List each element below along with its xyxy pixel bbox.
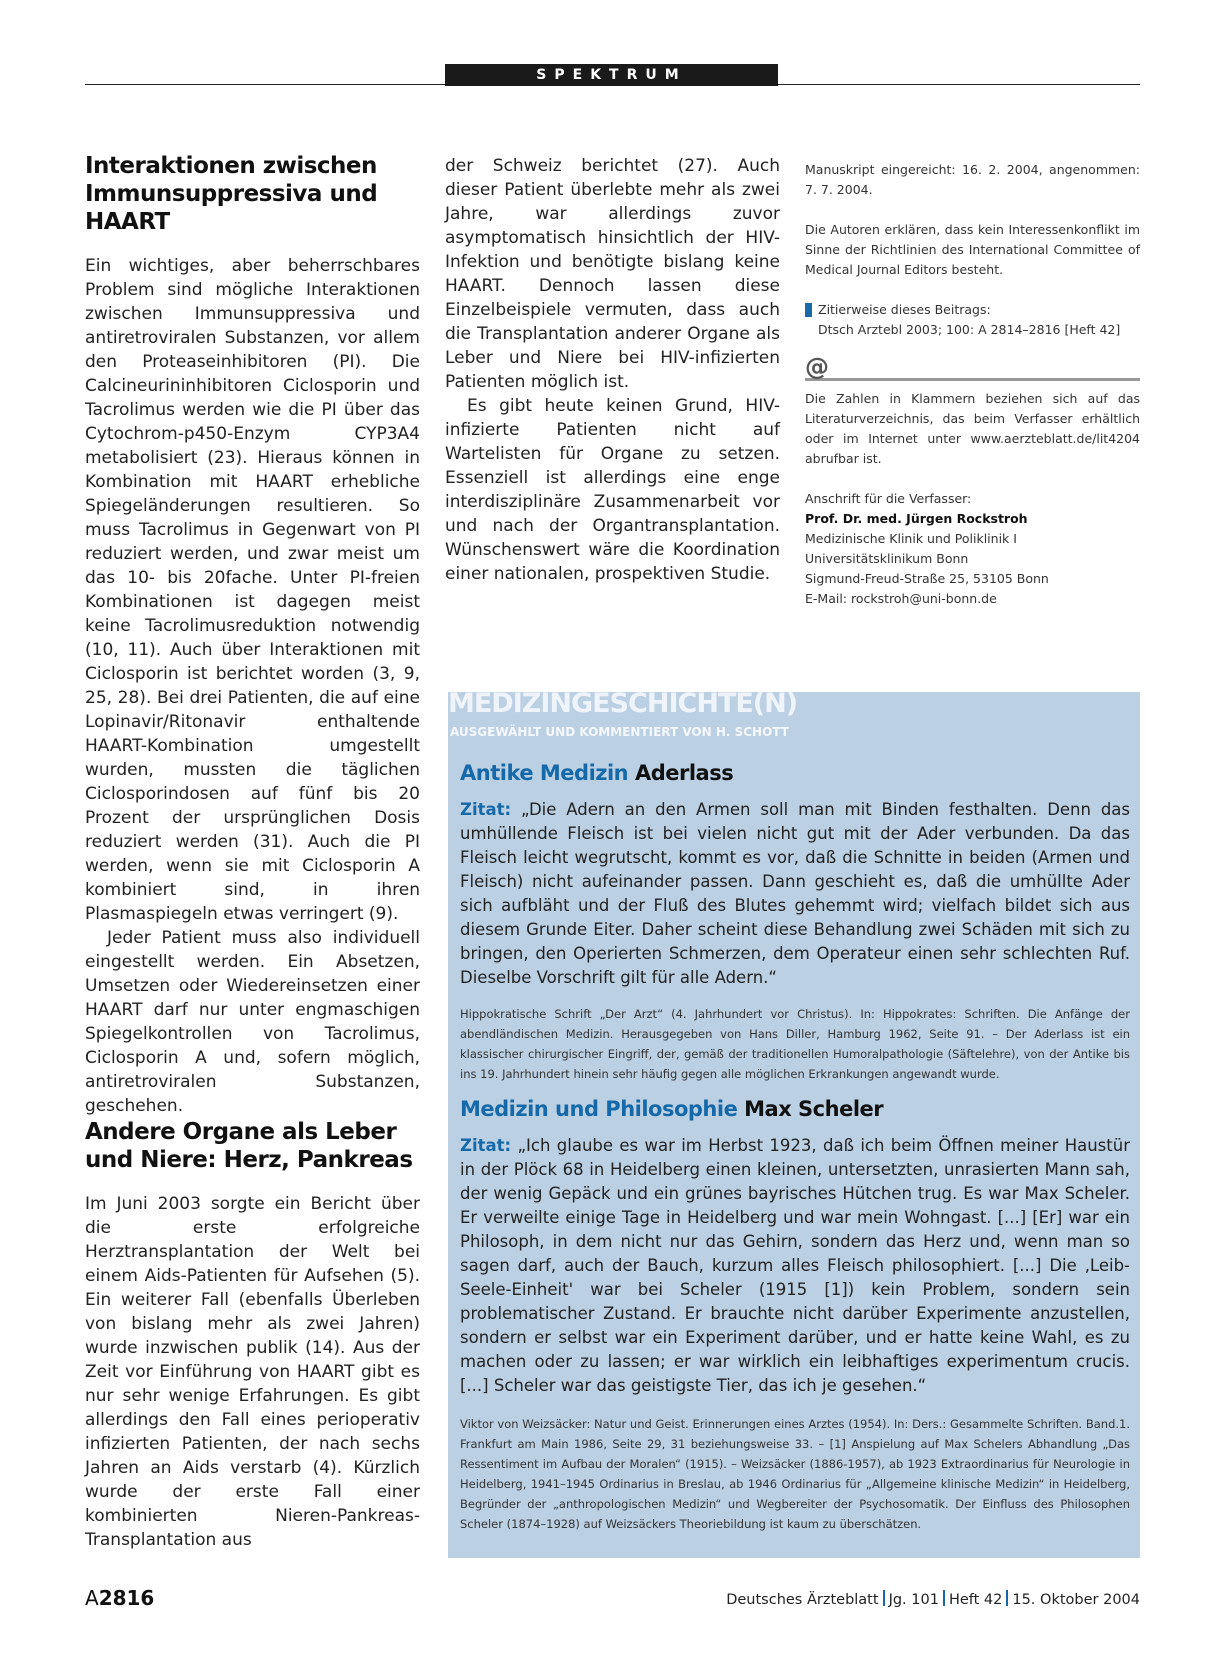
box-title: MEDIZINGESCHICHTE(N) xyxy=(448,688,798,719)
journal-issue: Heft 42 xyxy=(948,1592,1003,1608)
separator xyxy=(1006,1590,1008,1606)
item-heading xyxy=(460,760,1130,786)
item-topic: Max Scheler xyxy=(744,1097,884,1121)
separator xyxy=(883,1590,885,1606)
page-prefix: A xyxy=(85,1586,99,1610)
item-quote xyxy=(460,798,1130,990)
page-number xyxy=(85,1586,154,1610)
history-item-2 xyxy=(460,1096,1130,1534)
history-item-1 xyxy=(460,760,1130,1084)
heading-andere-organe: Andere Organe als Leber und Niere: Herz, Pankreas xyxy=(85,1119,413,1173)
paragraph: Im Juni 2003 sorgte ein Bericht über die erste erfolgreiche Herztransplantation der Welt bei einem Aids-Patienten für Aufsehen (5). Ein weiterer Fall (ebenfalls Überleben von bislang mehr als zwei Jahren) wurde inzwischen publik (14). Aus der Zeit vor Einführung von HAART gibt es nur sehr wenige Erfahrungen. Es gibt allerdings den Fall eines perioperativ infizierten Patienten, der nach sechs Jahren an Aids verstarb (4). Kürzlich wurde der erste Fall einer kombinierten Nieren-Pankreas-Transplantation aus xyxy=(85,1194,420,1550)
item-source: Viktor von Weizsäcker: Natur und Geist. Erinnerungen eines Arztes (1954). In: Ders.: Gesammelte Schriften. Band.1. Frankfurt am Main 1986, Seite 29, 31 beziehungsweise 33. – [1] Anspielung auf Max Schelers Abhandlung „Das Ressentiment im Aufbau der Moralen“ (1915). – Weizsäcker (1886-1957), ab 1923 Extraordinarius für Neurologie in Heidelberg, 1941–1945 Ordinarius in Breslau, ab 1946 Ordinarius für „Allgemeine klinische Medizin“ in Heidelberg, Begründer der „anthropologischen Medizin“ und Wegbereiter der Psychosomatik. Der Einfluss des Philosophen Scheler (1874–1928) auf Weizsäckers Theoriebildung ist kaum zu überschätzen. xyxy=(460,1417,1130,1531)
internet-rule xyxy=(805,353,1140,381)
citation-label: Zitierweise dieses Beitrags: xyxy=(818,302,991,317)
journal-info xyxy=(726,1590,1140,1608)
box-subtitle: AUSGEWÄHLT UND KOMMENTIERT VON H. SCHOTT xyxy=(450,725,789,739)
item-topic: Aderlass xyxy=(634,761,734,785)
item-category: Antike Medizin xyxy=(460,761,629,785)
address-label: Anschrift für die Verfasser: xyxy=(805,491,972,506)
paragraph: Es gibt heute keinen Grund, HIV-infizierte Patienten nicht auf Wartelisten für Organe zu setzen. Essenziell ist allerdings eine enge interdisziplinäre Zusammenarbeit vor und nach der Organtransplantation. Wünschenswert wäre die Koordination einer nationalen, prospektiven Studie. xyxy=(445,396,780,584)
zitat-label: Zitat: xyxy=(460,1136,512,1155)
page-number-value: 2816 xyxy=(98,1586,155,1610)
journal-volume: Jg. 101 xyxy=(888,1592,939,1608)
item-heading xyxy=(460,1096,1130,1122)
section-label: SPEKTRUM xyxy=(445,64,778,86)
citation-reference: Dtsch Arztebl 2003; 100: A 2814–2816 [Heft 42] xyxy=(818,322,1121,337)
column-3-meta xyxy=(805,160,1140,609)
address-line: Medizinische Klinik und Poliklinik I xyxy=(805,531,1017,546)
manuscript-dates: Manuskript eingereicht: 16. 2. 2004, angenommen: 7. 7. 2004. xyxy=(805,162,1140,197)
paragraph: Jeder Patient muss also individuell eingestellt werden. Ein Absetzen, Umsetzen oder Wiedereinsetzen einer HAART darf nur unter engmaschigen Spiegelkontrollen von Tacrolimus, Ciclosporin A und, sofern möglich, antiretroviralen Substanzen, geschehen. xyxy=(85,928,420,1116)
citation-block xyxy=(805,300,1140,340)
address-line: Sigmund-Freud-Straße 25, 53105 Bonn xyxy=(805,571,1049,586)
journal-name: Deutsches Ärzteblatt xyxy=(726,1592,879,1608)
item-source: Hippokratische Schrift „Der Arzt“ (4. Jahrhundert vor Christus). In: Hippokrates: Schriften. Die Anfänge der abendländischen Medizin. Herausgegeben von Hans Diller, Hamburg 1962, Seite 91. – Der Aderlass ist ein klassischer chirurgischer Eingriff, der, gemäß der traditionellen Humoralpathologie (Säftelehre), von der Antike bis ins 19. Jahrhundert hinein sehr häufig gegen alle möglichen Erkrankungen angewandt wurde. xyxy=(460,1007,1130,1081)
quote-text: „Ich glaube es war im Herbst 1923, daß ich beim Öffnen meiner Haustür in der Plöck 68 in Heidelberg einen kleinen, untersetzten, unrasierten Mann sah, der wenig Gepäck und ein grünes bayrisches Hütchen trug. Es war Max Scheler. Er verweilte einige Tage in Heidelberg und war mein Wohngast. [...] [Er] war ein Philosoph, in dem nicht nur das Gehirn, sondern das Herz und, wenn man so sagen darf, auch der Bauch, kurzum alles Fleisch philosophiert. [...] Die ‚Leib-Seele-Einheit' war bei Scheler (1915 [1]) kein Problem, sondern sein problematischer Zustand. Er brauchte nicht darüber Experimente anzustellen, sondern er selbst war ein Experiment darüber, und er hatte keine Wahl, es zu machen oder zu lassen; er war wirklich ein leibhaftiges experimentum crucis. [...] Scheler war das geistigste Tier, das ich je gesehen.“ xyxy=(460,1136,1130,1395)
item-category: Medizin und Philosophie xyxy=(460,1097,738,1121)
zitat-label: Zitat: xyxy=(460,800,512,819)
author-email: E-Mail: rockstroh@uni-bonn.de xyxy=(805,591,997,606)
journal-date: 15. Oktober 2004 xyxy=(1012,1592,1140,1608)
quote-text: „Die Adern an den Armen soll man mit Binden festhalten. Denn das umhüllende Fleisch ist bei vielen nicht gut mit der Ader verbunden. Da das Fleisch leicht wegrutscht, kommt es vor, daß die Schnitte in beiden (Armen und Fleisch) nicht aufeinander passen. Dann geschieht es, daß die umhüllte Ader sich aufbläht und der Fluß des Blutes gehemmt wird; vielfach bildet sich aus diesem Grunde Eiter. Daher scheint diese Behandlung zwei Schäden mit sich zu bringen, den Operierten Schmerzen, dem Operateur einen sehr schlechten Ruf. Dieselbe Vorschrift gilt für alle Adern.“ xyxy=(460,800,1130,987)
heading-interaktionen: Interaktionen zwischen Immunsuppressiva und HAART xyxy=(85,153,378,235)
conflict-statement: Die Autoren erklären, dass kein Interessenkonflikt im Sinne der Richtlinien des International Committee of Medical Journal Editors besteht. xyxy=(805,222,1140,277)
address-line: Universitätsklinikum Bonn xyxy=(805,551,969,566)
paragraph: der Schweiz berichtet (27). Auch dieser Patient überlebte mehr als zwei Jahre, war allerdings zuvor asymptomatisch hinsichtlich der HIV-Infektion und benötigte bislang keine HAART. Dennoch lassen diese Einzelbeispiele vermuten, dass auch die Transplantation anderer Organe als Leber und Niere bei HIV-infizierten Patienten möglich ist. xyxy=(445,156,780,392)
paragraph: Ein wichtiges, aber beherrschbares Problem sind mögliche Interaktionen zwischen Immunsuppressiva und antiretroviralen Substanzen, vor allem den Proteaseinhibitoren (PI). Die Calcineurininhibitoren Ciclosporin und Tacrolimus werden wie die PI über das Cytochrom-p450-Enzym CYP3A4 metabolisiert (23). Hieraus können in Kombination mit HAART erhebliche Spiegeländerungen resultieren. So muss Tacrolimus in Gegenwart von PI reduziert werden, und zwar meist um das 10- bis 20fache. Unter PI-freien Kombinationen ist dagegen meist keine Tacrolimusreduktion notwendig (10, 11). Auch über Interaktionen mit Ciclosporin ist berichtet worden (3, 9, 25, 28). Bei drei Patienten, die auf eine Lopinavir/Ritonavir enthaltende HAART-Kombination umgestellt wurden, mussten die täglichen Ciclosporindosen auf fünf bis 20 Prozent der ursprünglichen Dosis reduziert werden (31). Auch die PI werden, wenn sie mit Ciclosporin A kombiniert sind, in ihren Plasmaspiegeln etwas verringert (9). xyxy=(85,256,420,924)
citation-marker xyxy=(805,303,812,317)
column-1 xyxy=(85,152,420,1552)
separator xyxy=(943,1590,945,1606)
item-quote xyxy=(460,1134,1130,1398)
references-note: Die Zahlen in Klammern beziehen sich auf das Literaturverzeichnis, das beim Verfasser erhältlich oder im Internet unter www.aerzteblatt.de/lit4204 abrufbar ist. xyxy=(805,391,1140,466)
at-icon: @ xyxy=(805,353,829,381)
author-name: Prof. Dr. med. Jürgen Rockstroh xyxy=(805,511,1028,526)
column-2 xyxy=(445,154,780,586)
